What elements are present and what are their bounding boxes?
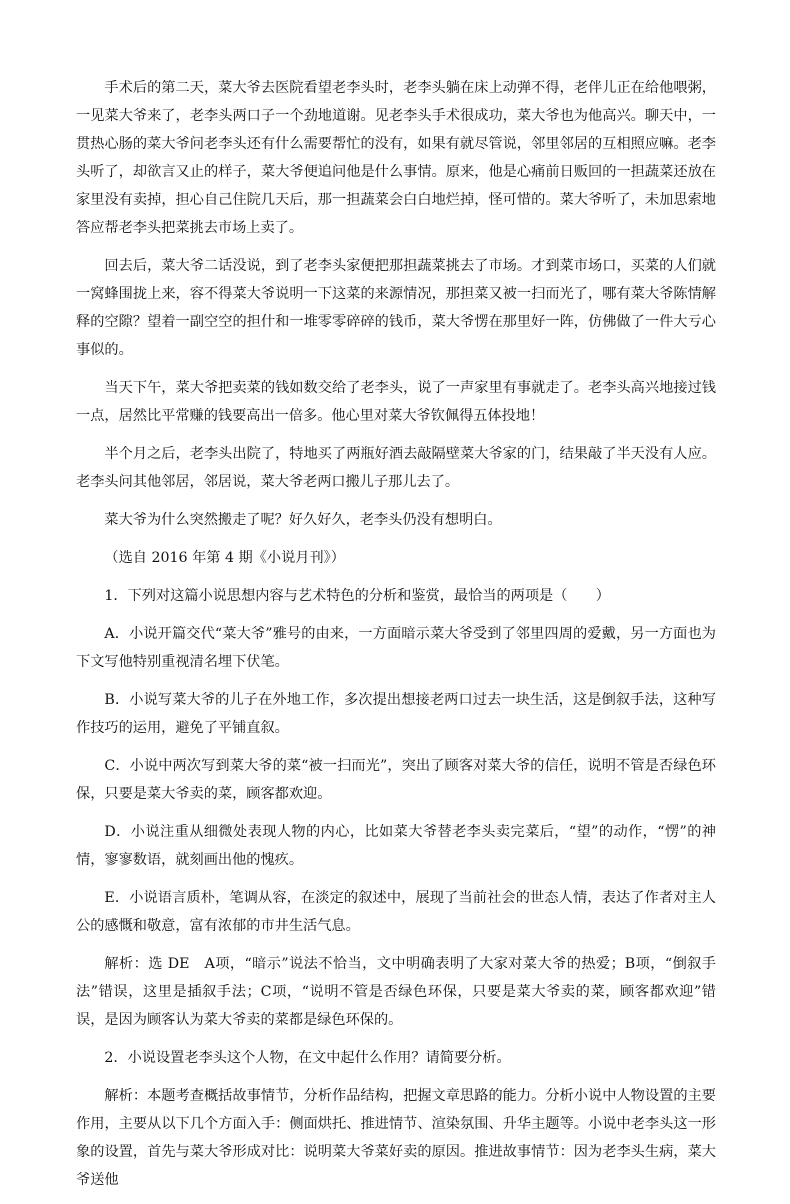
question-1: 1．下列对这篇小说思想内容与艺术特色的分析和鉴赏，最恰当的两项是（ ） [104,588,610,604]
story-paragraph-5: 菜大爷为什么突然搬走了呢？好久好久，老李头仍没有想明白。 [104,512,502,528]
source-citation: （选自 2016 年第 4 期《小说月刊》） [104,550,345,566]
question-2: 2．小说设置老李头这个人物，在文中起什么作用？请简要分析。 [104,1050,511,1066]
story-paragraph-4: 半个月之后，老李头出院了，特地买了两瓶好酒去敲隔壁菜大爷家的门，结果敲了半天没有人应。老李头问其他邻居，邻居说，菜大爷老两口搬儿子那儿去了。 [76,446,716,490]
answer-1-analysis: 解析：选 DE A项，“暗示”说法不恰当，文中明确表明了大家对菜大爷的热爱；B项，“倒叙手法”错误，这里是插叙手法；C项，“说明不管是否绿色环保，只要是菜大爷卖的菜，顾客都欢迎”错误，是因为顾客认为菜大爷卖的菜都是绿色环保的。 [76,956,716,1028]
option-a: A．小说开篇交代“菜大爷”雅号的由来，一方面暗示菜大爷受到了邻里四周的爱戴，另一方面也为下文写他特别重视清名埋下伏笔。 [76,626,716,670]
answer-2-analysis: 解析：本题考查概括故事情节，分析作品结构，把握文章思路的能力。分析小说中人物设置的主要作用，主要从以下几个方面入手：侧面烘托、推进情节、渲染氛围、升华主题等。小说中老李头这一形象的设置，首先与菜大爷形成对比：说明菜大爷菜好卖的原因。推进故事情节：因为老李头生病，菜大爷送他 [76,1088,716,1188]
option-e: E．小说语言质朴，笔调从容，在淡定的叙述中，展现了当前社会的世态人情，表达了作者对主人公的感慨和敬意，富有浓郁的市井生活气息。 [76,890,716,934]
story-paragraph-3: 当天下午，菜大爷把卖菜的钱如数交给了老李头，说了一声家里有事就走了。老李头高兴地接过钱一点，居然比平常赚的钱要高出一倍多。他心里对菜大爷钦佩得五体投地！ [76,380,716,424]
option-d: D．小说注重从细微处表现人物的内心，比如菜大爷替老李头卖完菜后，“望”的动作，“愣”的神情，寥寥数语，就刻画出他的愧疚。 [76,824,716,868]
story-paragraph-2: 回去后，菜大爷二话没说，到了老李头家便把那担蔬菜挑去了市场。才到菜市场口，买菜的人们就一窝蜂围拢上来，容不得菜大爷说明一下这菜的来源情况，那担菜又被一扫而光了，哪有菜大爷陈情解释的空隙？望着一副空空的担什和一堆零零碎碎的钱币，菜大爷愣在那里好一阵，仿佛做了一件大亏心事似的。 [76,258,716,358]
option-b: B．小说写菜大爷的儿子在外地工作，多次提出想接老两口过去一块生活，这是倒叙手法，这种写作技巧的运用，避免了平铺直叙。 [76,692,716,736]
option-c: C．小说中两次写到菜大爷的菜“被一扫而光”，突出了顾客对菜大爷的信任，说明不管是否绿色环保，只要是菜大爷卖的菜，顾客都欢迎。 [76,758,716,802]
story-paragraph-1: 手术后的第二天，菜大爷去医院看望老李头时，老李头躺在床上动弹不得，老伴儿正在给他喂粥，一见菜大爷来了，老李头两口子一个劲地道谢。见老李头手术很成功，菜大爷也为他高兴。聊天中，一贯热心肠的菜大爷问老李头还有什么需要帮忙的没有，如果有就尽管说，邻里邻居的互相照应嘛。老李头听了，却欲言又止的样子，菜大爷便追问他是什么事情。原来，他是心痛前日贩回的一担蔬菜还放在家里没有卖掉，担心自己住院几天后，那一担蔬菜会白白地烂掉，怪可惜的。菜大爷听了，未加思索地答应帮老李头把菜挑去市场上卖了。 [76,80,716,236]
document-body [76,74,716,1204]
